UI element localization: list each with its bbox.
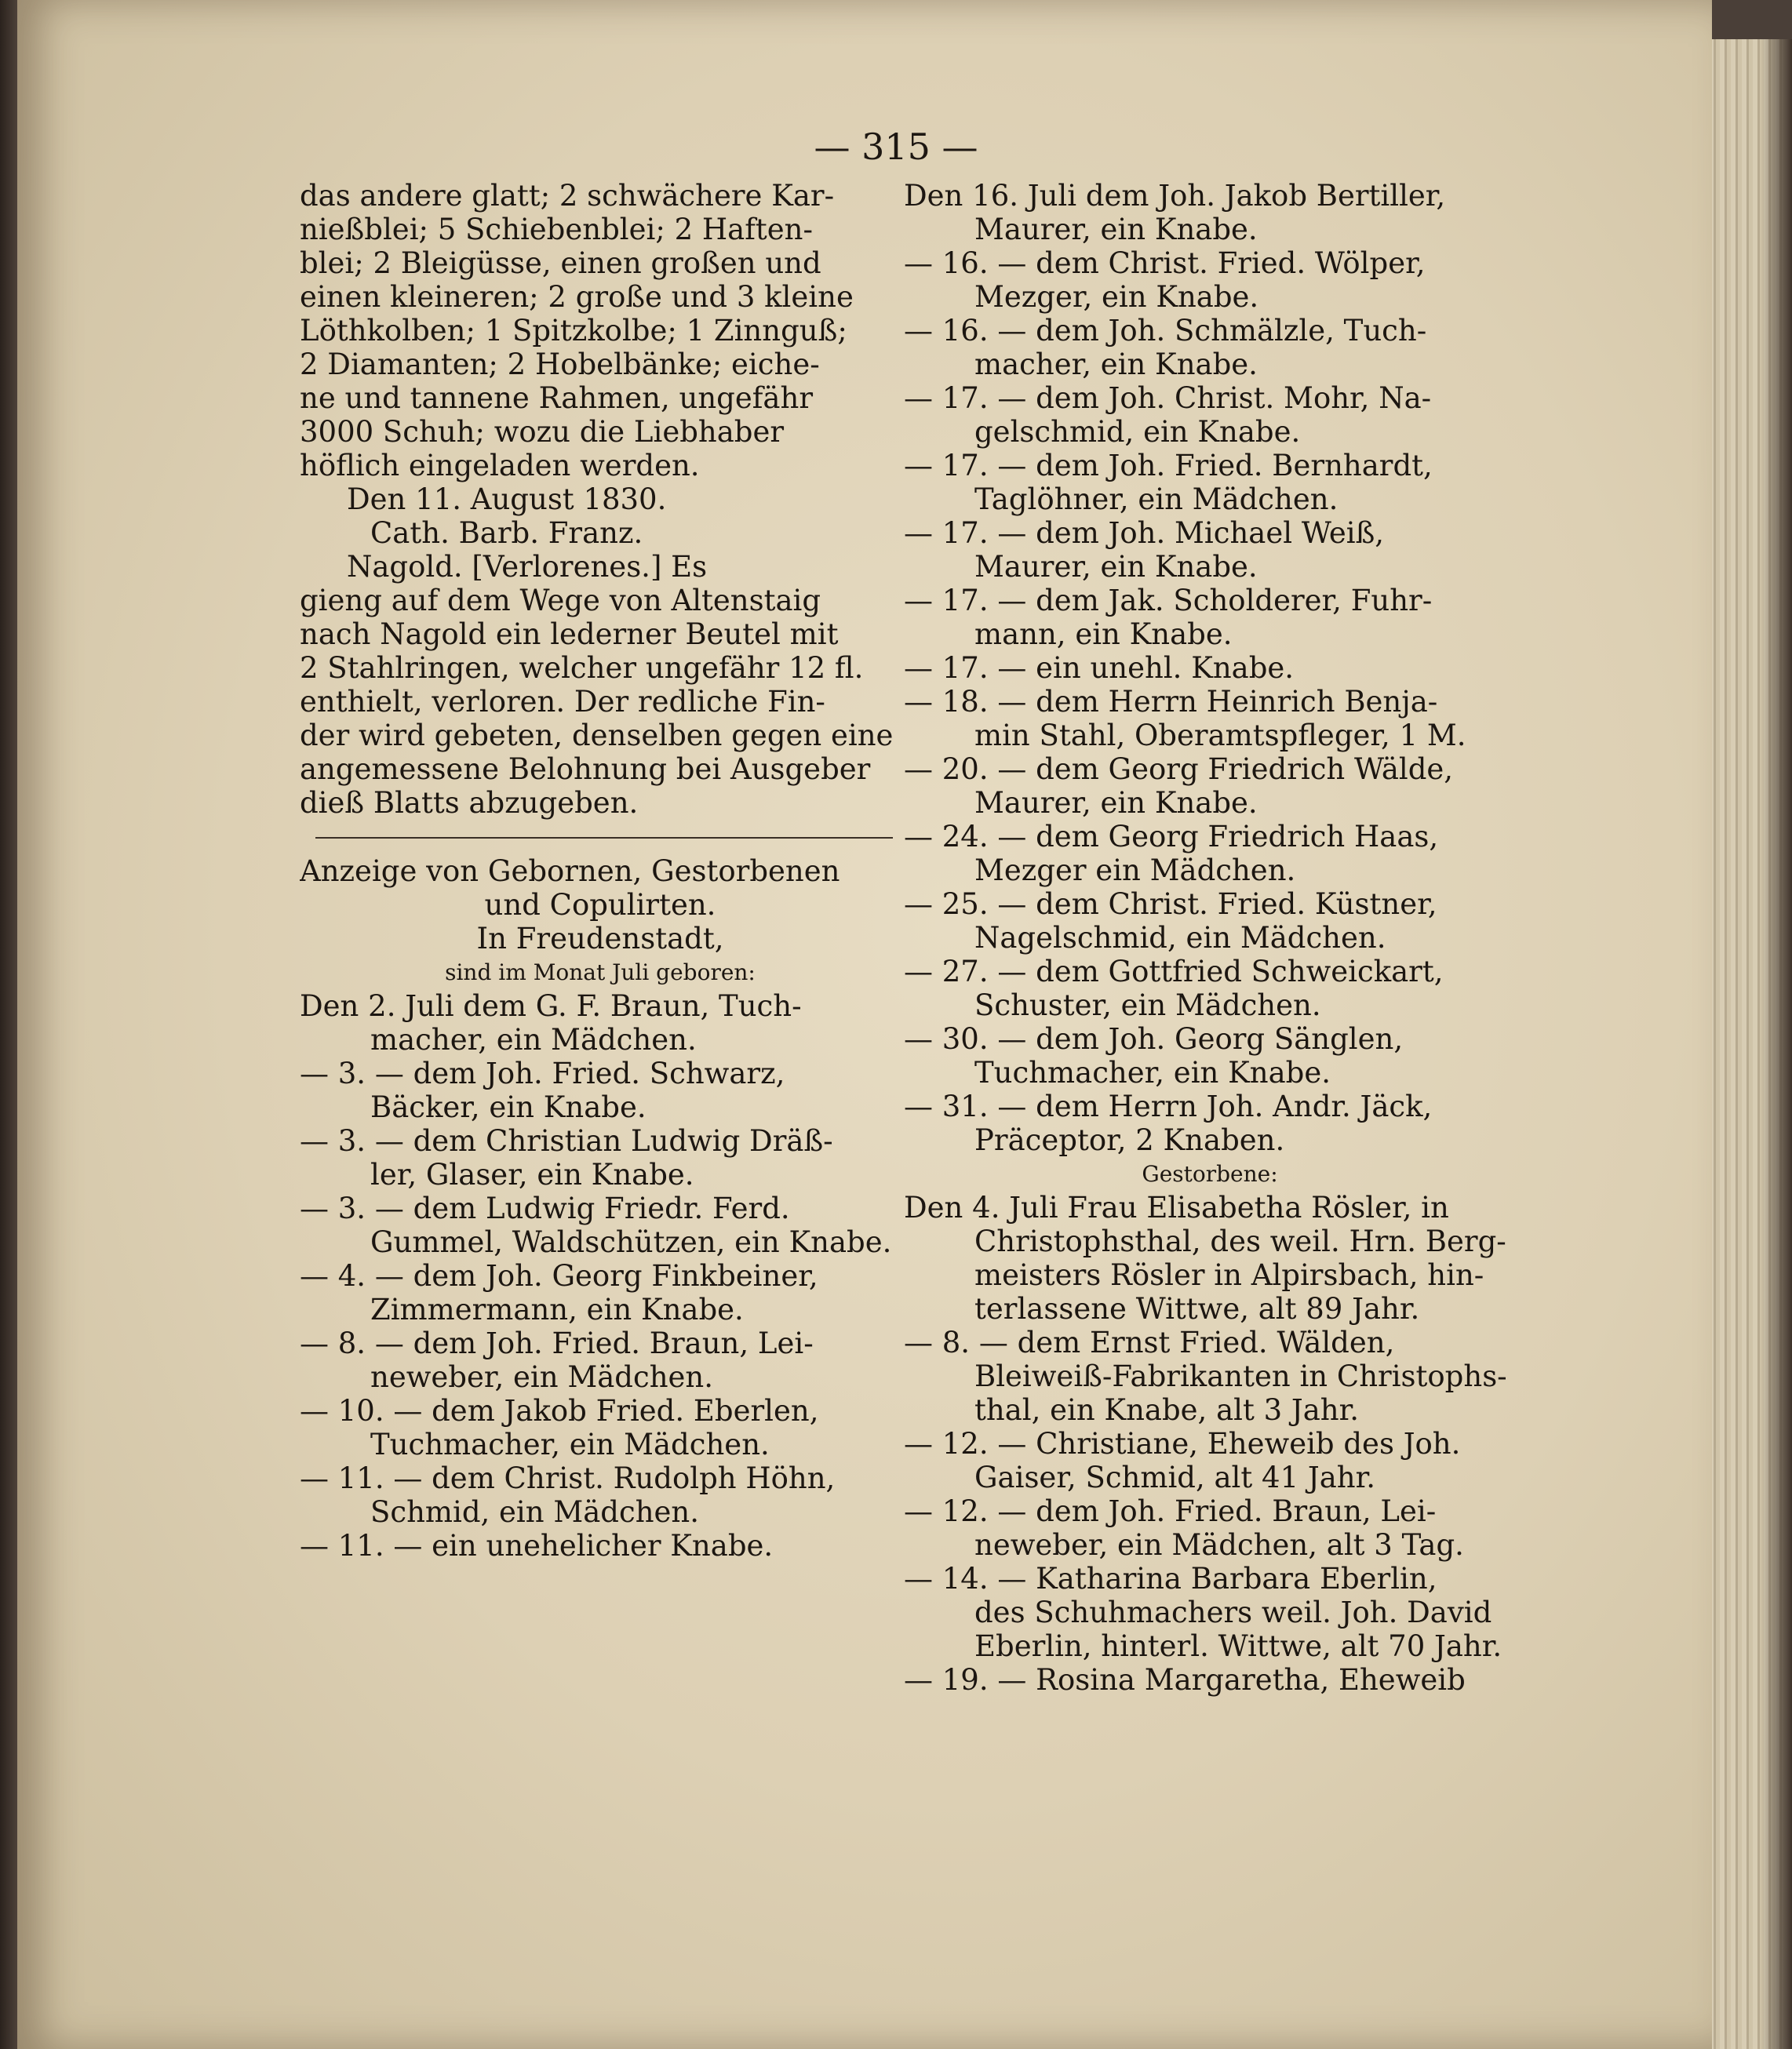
left-column-text-line: — 4. — dem Joh. Georg Finkbeiner, — [300, 1259, 818, 1293]
right-column-text-line: macher, ein Knabe. — [974, 348, 1258, 381]
left-column-text-line: Cath. Barb. Franz. — [370, 516, 643, 550]
right-column-text-line: — 17. — dem Jak. Scholderer, Fuhr- — [904, 584, 1433, 617]
left-column-text-line: ler, Glaser, ein Knabe. — [370, 1158, 694, 1192]
left-column-text-line: enthielt, verloren. Der redliche Fin- — [300, 685, 825, 719]
left-column-text-line: nach Nagold ein lederner Beutel mit — [300, 617, 839, 651]
right-column-text-line: — 8. — dem Ernst Fried. Wälden, — [904, 1326, 1395, 1359]
left-column-text-line: — 3. — dem Christian Ludwig Dräß- — [300, 1124, 833, 1158]
right-column-text-line: — 14. — Katharina Barbara Eberlin, — [904, 1562, 1437, 1596]
left-column-text-line: sind im Monat Juli geboren: — [445, 959, 756, 985]
left-column-text-line: — 10. — dem Jakob Fried. Eberlen, — [300, 1394, 819, 1428]
right-column-text-line: — 19. — Rosina Margaretha, Eheweib — [904, 1663, 1466, 1697]
left-column-text-line: das andere glatt; 2 schwächere Kar- — [300, 179, 835, 213]
left-column-text-line: — 11. — ein unehelicher Knabe. — [300, 1529, 774, 1563]
right-column-text-line: — 12. — Christiane, Eheweib des Joh. — [904, 1427, 1461, 1461]
left-column-text-line: In Freudenstadt, — [476, 922, 724, 955]
right-column-text-line: Mezger ein Mädchen. — [974, 853, 1296, 887]
right-column-text-line: — 16. — dem Joh. Schmälzle, Tuch- — [904, 314, 1427, 348]
section-divider-rule — [315, 837, 893, 839]
right-column-text-line: Mezger, ein Knabe. — [974, 280, 1259, 314]
right-column-text-line: — 30. — dem Joh. Georg Sänglen, — [904, 1022, 1404, 1056]
left-column-text-line: — 11. — dem Christ. Rudolph Höhn, — [300, 1461, 836, 1495]
right-column-text-line: — 18. — dem Herrn Heinrich Benja- — [904, 685, 1438, 719]
left-column-text-line: gieng auf dem Wege von Altenstaig — [300, 584, 821, 617]
left-column-text-line: macher, ein Mädchen. — [370, 1023, 697, 1057]
right-column-text-line: Taglöhner, ein Mädchen. — [974, 482, 1339, 516]
left-column-text-line: Den 2. Juli dem G. F. Braun, Tuch- — [300, 989, 802, 1023]
left-column-text-line: dieß Blatts abzugeben. — [300, 786, 639, 820]
left-column-text-line: blei; 2 Bleigüsse, einen großen und — [300, 246, 821, 280]
right-column-text-line: terlassene Wittwe, alt 89 Jahr. — [974, 1292, 1420, 1326]
right-column-text-line: Gaiser, Schmid, alt 41 Jahr. — [974, 1461, 1375, 1494]
right-column-text-line: Den 16. Juli dem Joh. Jakob Bertiller, — [904, 179, 1446, 213]
right-column-text-line: — 17. — dem Joh. Michael Weiß, — [904, 516, 1385, 550]
right-column-text-line: des Schuhmachers weil. Joh. David — [974, 1596, 1492, 1629]
right-column-text-line: — 20. — dem Georg Friedrich Wälde, — [904, 752, 1454, 786]
right-column-text-line: gelschmid, ein Knabe. — [974, 415, 1301, 449]
left-column-text-line: 2 Stahlringen, welcher ungefähr 12 fl. — [300, 651, 864, 685]
left-column-text-line: Schmid, ein Mädchen. — [370, 1495, 700, 1529]
left-column-text-line: Nagold. [Verlorenes.] Es — [347, 550, 708, 584]
right-column-text-line: Bleiweiß-Fabrikanten in Christophs- — [974, 1359, 1507, 1393]
right-column-text-line: — 17. — ein unehl. Knabe. — [904, 651, 1295, 685]
left-column-text-line: 3000 Schuh; wozu die Liebhaber — [300, 415, 785, 449]
right-column-text-line: neweber, ein Mädchen, alt 3 Tag. — [974, 1528, 1464, 1562]
right-column-text-line: — 16. — dem Christ. Fried. Wölper, — [904, 246, 1426, 280]
right-column-text-line: — 24. — dem Georg Friedrich Haas, — [904, 820, 1439, 853]
left-column-text-line: Bäcker, ein Knabe. — [370, 1090, 647, 1124]
right-column-text-line: Schuster, ein Mädchen. — [974, 988, 1321, 1022]
right-column-text-line: — 31. — dem Herrn Joh. Andr. Jäck, — [904, 1090, 1433, 1123]
left-column-text-line: ne und tannene Rahmen, ungefähr — [300, 381, 814, 415]
right-column-text-line: Gestorbene: — [1142, 1161, 1278, 1187]
book-page — [17, 0, 1712, 2049]
right-column-text-line: — 17. — dem Joh. Fried. Bernhardt, — [904, 449, 1433, 482]
left-column-text-line: — 3. — dem Joh. Fried. Schwarz, — [300, 1057, 785, 1090]
right-column-text-line: Maurer, ein Knabe. — [974, 786, 1258, 820]
right-column-text-line: Christophsthal, des weil. Hrn. Berg- — [974, 1225, 1506, 1258]
right-column-text-line: — 25. — dem Christ. Fried. Küstner, — [904, 887, 1437, 921]
right-column-text-line: Nagelschmid, ein Mädchen. — [974, 921, 1386, 955]
left-column-text-line: — 3. — dem Ludwig Friedr. Ferd. — [300, 1192, 790, 1225]
right-column-text-line: thal, ein Knabe, alt 3 Jahr. — [974, 1393, 1359, 1427]
right-column-text-line: — 27. — dem Gottfried Schweickart, — [904, 955, 1444, 988]
right-column-text-line: Tuchmacher, ein Knabe. — [974, 1056, 1331, 1090]
page-number: — 315 — — [814, 126, 978, 168]
right-column-text-line: meisters Rösler in Alpirsbach, hin- — [974, 1258, 1484, 1292]
left-column-text-line: und Copulirten. — [484, 888, 716, 922]
right-text-column — [904, 179, 1516, 1697]
right-column-text-line: Eberlin, hinterl. Wittwe, alt 70 Jahr. — [974, 1629, 1502, 1663]
right-column-text-line: — 17. — dem Joh. Christ. Mohr, Na- — [904, 381, 1432, 415]
left-column-text-line: Tuchmacher, ein Mädchen. — [370, 1428, 770, 1461]
left-column-text-line: angemessene Belohnung bei Ausgeber — [300, 752, 871, 786]
left-column-text-line: Zimmermann, ein Knabe. — [370, 1293, 744, 1327]
left-column-text-line: — 8. — dem Joh. Fried. Braun, Lei- — [300, 1327, 814, 1360]
right-column-text-line: Präceptor, 2 Knaben. — [974, 1123, 1285, 1157]
left-text-column — [300, 179, 901, 1563]
right-column-text-line: mann, ein Knabe. — [974, 617, 1233, 651]
right-column-text-line: Den 4. Juli Frau Elisabetha Rösler, in — [904, 1191, 1449, 1225]
left-column-text-line: Anzeige von Gebornen, Gestorbenen — [300, 854, 840, 888]
left-column-text-line: nießblei; 5 Schiebenblei; 2 Haften- — [300, 213, 813, 246]
left-column-text-line: Gummel, Waldschützen, ein Knabe. — [370, 1225, 892, 1259]
left-column-text-line: höflich eingeladen werden. — [300, 449, 700, 482]
left-column-text-line: einen kleineren; 2 große und 3 kleine — [300, 280, 854, 314]
right-column-text-line: — 12. — dem Joh. Fried. Braun, Lei- — [904, 1494, 1437, 1528]
right-column-text-line: Maurer, ein Knabe. — [974, 213, 1258, 246]
right-column-text-line: Maurer, ein Knabe. — [974, 550, 1258, 584]
left-column-text-line: Den 11. August 1830. — [347, 482, 667, 516]
left-column-text-line: Löthkolben; 1 Spitzkolbe; 1 Zinnguß; — [300, 314, 847, 348]
left-column-text-line: neweber, ein Mädchen. — [370, 1360, 714, 1394]
left-column-text-line: 2 Diamanten; 2 Hobelbänke; eiche- — [300, 348, 820, 381]
right-column-text-line: min Stahl, Oberamtspfleger, 1 M. — [974, 719, 1466, 752]
left-column-text-line: der wird gebeten, denselben gegen eine — [300, 719, 894, 752]
